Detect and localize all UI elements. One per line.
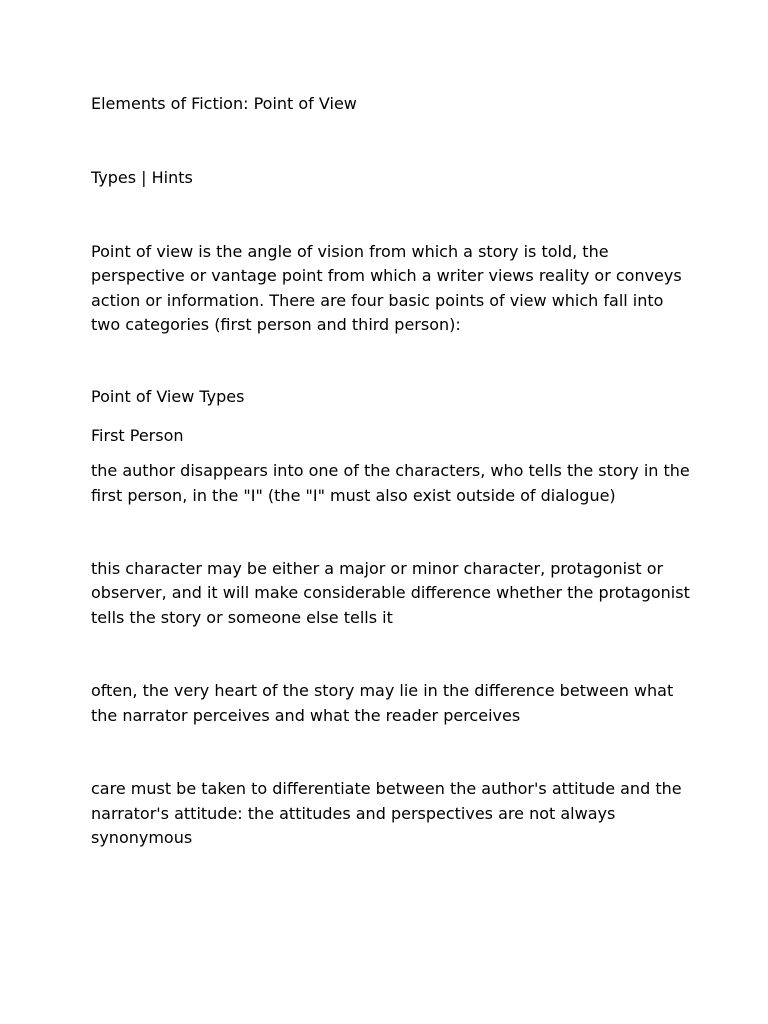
document-title: Elements of Fiction: Point of View — [91, 94, 357, 113]
paragraph-3: often, the very heart of the story may lie in the difference between what the narrator perceives and what the reader perceives — [91, 681, 674, 725]
paragraph-4: care must be taken to differentiate between the author's attitude and the narrator's attitude: the attitudes and perspectives are not always synonymous — [91, 779, 682, 847]
paragraph-1: the author disappears into one of the characters, who tells the story in the first person, in the "I" (the "I" must also exist outside of dialogue) — [91, 461, 690, 505]
document-page — [91, 92, 691, 850]
section-heading: Point of View Types — [91, 387, 245, 407]
paragraph-2: this character may be either a major or minor character, protagonist or observer, and it will make considerable difference whether the protagonist tells the story or someone else tells it — [91, 559, 690, 627]
types-hints-nav: Types | Hints — [91, 168, 193, 188]
intro-paragraph: Point of view is the angle of vision from which a story is told, the perspective or vantage point from which a writer views reality or conveys action or information. There are four basic points of view which fall into two categories (first person and third person): — [91, 241, 682, 335]
subheading-first-person: First Person — [91, 425, 184, 445]
